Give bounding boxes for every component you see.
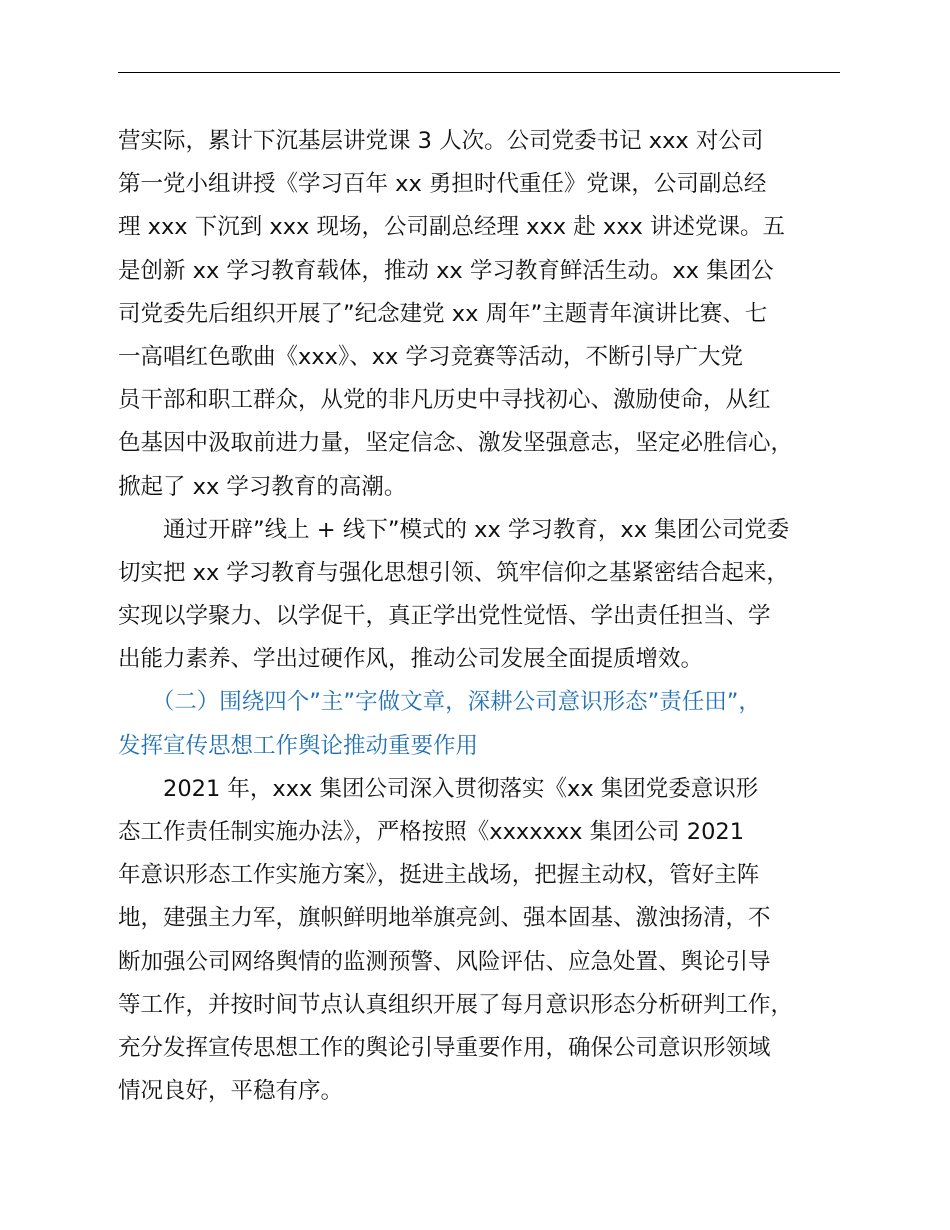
body-line: 断加强公司网络舆情的监测预警、风险评估、应急处置、舆论引导 [118,948,771,975]
body-line: 司党委先后组织开展了”纪念建党 xx 周年”主题青年演讲比赛、七 [118,300,768,327]
section-heading-line: 发挥宣传思想工作舆论推动重要作用 [118,732,479,759]
body-line: 切实把 xx 学习教育与强化思想引领、筑牢信仰之基紧密结合起来， [118,559,789,586]
header-rule [118,72,840,73]
body-line: 出能力素养、学出过硬作风，推动公司发展全面提质增效。 [118,646,704,673]
body-line: 实现以学聚力、以学促干，真正学出党性觉悟、学出责任担当、学 [118,603,771,630]
body-line: 等工作，并按时间节点认真组织开展了每月意识形态分析研判工作， [118,991,794,1018]
body-line: 年意识形态工作实施方案》，挺进主战场，把握主动权，管好主阵 [118,862,760,889]
body-line: 通过开辟”线上 + 线下”模式的 xx 学习教育，xx 集团公司党委 [118,516,790,543]
body-line: 2021 年，xxx 集团公司深入贯彻落实《xx 集团党委意识形 [118,775,759,802]
body-line: 理 xxx 下沉到 xxx 现场，公司副总经理 xxx 赴 xxx 讲述党课。五 [118,214,786,241]
body-line: 掀起了 xx 学习教育的高潮。 [118,473,407,500]
document-body [118,120,858,1113]
body-line: 是创新 xx 学习教育载体，推动 xx 学习教育鲜活生动。xx 集团公 [118,257,774,284]
body-line: 情况良好，平稳有序。 [118,1078,344,1105]
body-line: 一高唱红色歌曲《xxx》、xx 学习竞赛等活动，不断引导广大党 [118,343,743,370]
body-line: 态工作责任制实施办法》，严格按照《xxxxxxx 集团公司 2021 [118,819,745,845]
section-heading-line: （二）围绕四个”主”字做文章，深耕公司意识形态”责任田”， [118,689,761,716]
body-line: 营实际，累计下沉基层讲党课 3 人次。公司党委书记 xxx 对公司 [118,128,764,154]
body-line: 第一党小组讲授《学习百年 xx 勇担时代重任》党课，公司副总经 [118,171,767,198]
body-line: 员干部和职工群众，从党的非凡历史中寻找初心、激励使命，从红 [118,387,771,414]
body-line: 充分发挥宣传思想工作的舆论引导重要作用，确保公司意识形领域 [118,1034,771,1061]
body-line: 地，建强主力军，旗帜鲜明地举旗亮剑、强本固基、激浊扬清，不 [118,905,771,932]
body-line: 色基因中汲取前进力量，坚定信念、激发坚强意志，坚定必胜信心， [118,430,794,457]
